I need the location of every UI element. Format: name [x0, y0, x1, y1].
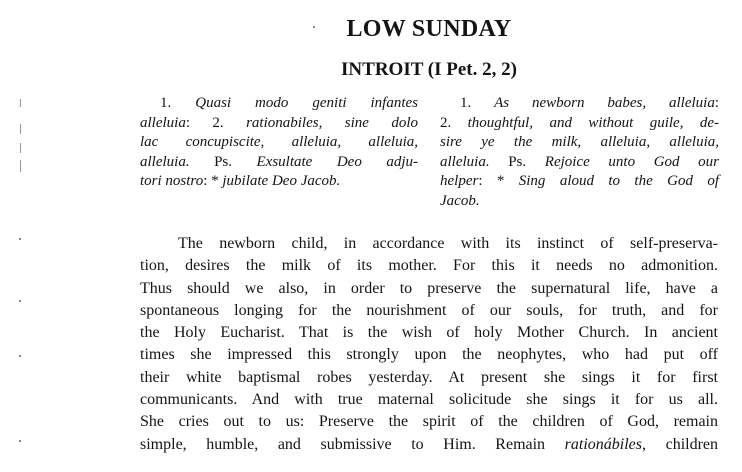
commentary-line	[140, 389, 718, 411]
section-title: INTROIT	[341, 59, 424, 80]
italic-text-run: Jacob.	[440, 192, 480, 209]
scan-artifact-dot	[19, 440, 21, 442]
italic-text-run: thoughtful, and without guile, de-	[467, 114, 720, 131]
text-run: times she impressed this strongly upon the neophytes, who had put off	[140, 346, 718, 364]
page-title: LOW SUNDAY	[346, 16, 512, 42]
latin-text-line	[140, 172, 418, 192]
commentary-line	[140, 344, 718, 366]
commentary-line	[140, 434, 718, 456]
text-run: 1.	[160, 95, 196, 111]
text-run: the Holy Eucharist. That is the wish of holy Mother Church. In ancient	[140, 324, 718, 342]
italic-text-run: Exsultate Deo adju-	[256, 153, 418, 170]
scan-artifact-mark	[20, 99, 21, 107]
text-run: spontaneous longing for the nourishment of our souls, for truth, and for	[140, 301, 718, 319]
italic-text-run: alleluia	[140, 114, 186, 131]
commentary-line	[140, 367, 718, 389]
italic-text-run: jubilate Deo Jacob.	[222, 173, 341, 190]
italic-text-run: rationábiles	[564, 435, 642, 453]
text-run: tion, desires the milk of its mother. For this it needs no admonition.	[140, 257, 718, 275]
scan-artifact-dot	[19, 238, 21, 240]
text-run: : *	[203, 173, 223, 190]
english-text-line	[440, 172, 719, 192]
scan-artifact-mark	[20, 160, 21, 172]
english-text-line	[440, 153, 719, 173]
commentary-line	[140, 278, 718, 300]
text-run: : 2.	[185, 114, 247, 131]
scan-artifact-dot	[19, 300, 21, 302]
text-run: :	[714, 95, 719, 111]
english-text-line	[440, 94, 719, 114]
latin-text-line	[140, 94, 418, 114]
english-text-line	[440, 114, 719, 134]
italic-text-run: Quasi modo geniti infantes	[195, 95, 419, 111]
text-run: Thus should we also, in order to preserve the supernatural life, have a	[140, 279, 718, 297]
italic-text-run: helper	[440, 173, 479, 190]
italic-text-run: alleluia.	[440, 153, 509, 170]
scripture-reference: (I Pet. 2, 2)	[427, 59, 517, 80]
text-run: simple, humble, and submissive to Him. Remain	[140, 435, 565, 453]
commentary-line	[140, 300, 718, 322]
italic-text-run: sire ye the milk, alleluia, alleluia,	[440, 134, 719, 151]
commentary-line	[140, 255, 718, 277]
english-text-line	[440, 133, 719, 153]
latin-text-line	[140, 114, 418, 134]
english-introit-text	[440, 94, 719, 212]
italic-text-run: Sing aloud to the God of	[518, 173, 720, 190]
text-run: communicants. And with true maternal solicitude she sings it for us all.	[140, 391, 718, 409]
italic-text-run: alleluia.	[140, 153, 215, 170]
text-run: their white baptismal robes yesterday. At present she sings it for first	[140, 368, 718, 386]
italic-text-run: lac concupiscite, alleluia, alleluia,	[140, 134, 418, 151]
commentary-line	[140, 322, 718, 344]
scan-artifact-dot	[19, 355, 21, 357]
scan-artifact-dot	[313, 26, 315, 28]
text-run: : *	[478, 173, 519, 190]
text-run: Ps.	[214, 153, 257, 170]
text-run: , children	[642, 435, 719, 453]
italic-text-run: tori nostro	[140, 173, 204, 190]
latin-text-line	[140, 153, 418, 173]
text-run: The newborn child, in accordance with its instinct of self-preserva-	[178, 235, 718, 252]
section-heading	[140, 59, 718, 81]
scan-artifact-mark	[20, 143, 21, 153]
text-run: She cries out to us: Preserve the spirit of the children of God, remain	[140, 413, 718, 431]
latin-text-line	[140, 133, 418, 153]
commentary-line	[140, 233, 718, 255]
italic-text-run: Rejoice unto God our	[544, 153, 720, 170]
commentary-paragraph	[140, 233, 718, 456]
english-text-line	[440, 192, 719, 212]
text-run: 2.	[440, 114, 468, 131]
commentary-line	[140, 411, 718, 433]
italic-text-run: As newborn babes, alleluia	[494, 95, 715, 111]
latin-introit-text	[140, 94, 418, 192]
text-run: Ps.	[508, 153, 545, 170]
italic-text-run: rationabiles, sine dolo	[246, 114, 418, 131]
scan-artifact-mark	[20, 124, 21, 134]
text-run: 1.	[460, 95, 495, 111]
